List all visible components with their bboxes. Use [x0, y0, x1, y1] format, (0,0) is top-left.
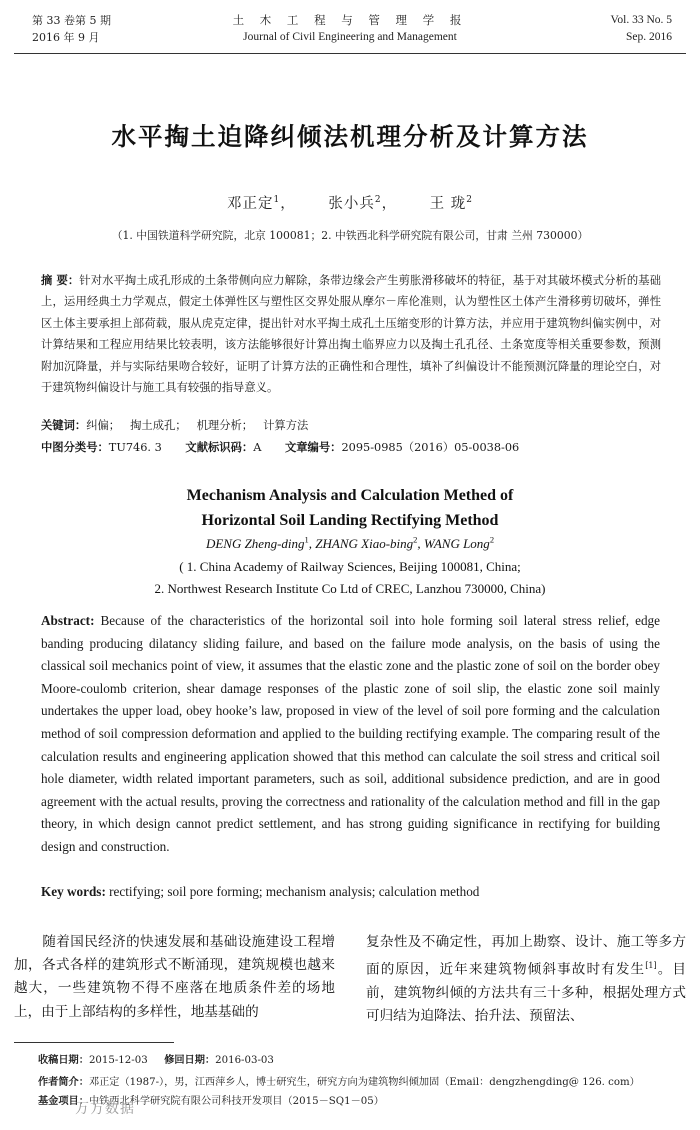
keywords-cn	[41, 417, 308, 433]
article-number-label: 文章编号：	[284, 441, 342, 454]
abstract-en-label: Abstract:	[41, 613, 95, 628]
article-number: 2095-0985（2016）05-0038-06	[341, 441, 520, 454]
footnote-funding: 基金项目：中铁西北科学研究院有限公司科技开发项目（2015－SQ1－05）	[38, 1096, 384, 1107]
english-title: Mechanism Analysis and Calculation Methed of Horizontal Soil Landing Rectifying Method	[186, 487, 514, 529]
watermark: 万方数据	[75, 1101, 135, 1117]
keyword: 计算方法	[263, 419, 309, 432]
abstract-en-text: Because of the characteristics of the horizontal soil into hole forming soil lateral stress relief, edge banding producing dilatancy sliding failure, and based on the failure mode analysis, on the basis of using the classical soil mechanics point of view, it assumes that the elastic zone and the plastic zone of soil on the border obey Moore-coulomb criterion, shear damage responses of the plastic zone of soil slip, the elastic zone soil mainly undertakes the upper load, obey hooke’s law, proposed in view of the level of soil pore forming and the calculation method of soil compression deformation and applied to the building rectifying example. The comparing result of the calculation results and engineering application showed that this method can calculate the soil stress and critical soil hole diameter, width related important parameters, such as soil, additional subsidence prediction, and are in good agreement with the actual results, proving the correctness and rationality of the calculation method and fill in the gap theory, in which design cannot predict settlement, and has strong guiding significance in rectifying for building design and construction.	[41, 613, 660, 854]
paper-title: 水平掏土迫降纠倾法机理分析及计算方法	[111, 122, 589, 151]
author-en: ZHANG Xiao-bing$^2$,	[315, 535, 424, 552]
english-author-list	[0, 535, 700, 552]
citation-ref: [1]	[645, 961, 657, 971]
keywords-en-label: Key words:	[41, 884, 106, 899]
doc-code-label: 文献标识码：	[185, 441, 254, 454]
header-right	[611, 12, 672, 46]
keywords-en-text: rectifying; soil pore forming; mechanism analysis; calculation method	[105, 884, 480, 899]
author: 张小兵$^2$，	[328, 195, 398, 212]
keyword: 机理分析；	[196, 419, 254, 432]
body-text: 。目前，建筑物纠倾的方法共有三十多种，根据处理方式可归结为迫降法、抬升法、预留法、	[366, 961, 687, 1025]
abstract-en	[41, 610, 660, 859]
keyword: 纠偏；	[86, 419, 121, 432]
author: 王 珑$^2$	[429, 195, 474, 212]
header-center	[0, 12, 700, 46]
footnote-author-bio: 作者简介：邓正定（1987-），男，江西萍乡人，博士研究生，研究方向为建筑物纠倾加固（Email：dengzhengding@ 126. com）	[38, 1077, 640, 1088]
english-affiliations: ( 1. China Academy of Railway Sciences, Beijing 100081, China; 2. Northwest Research Institute Co Ltd of CREC, Lanzhou 730000, China)	[154, 559, 546, 596]
journal-name-cn: 土 木 工 程 与 管 理 学 报	[232, 13, 468, 27]
header-divider	[14, 53, 686, 54]
doc-code: A	[253, 441, 262, 454]
author-list	[0, 192, 700, 213]
author-en: DENG Zheng-ding$^1$,	[205, 535, 316, 552]
abstract-cn-label: 摘 要：	[41, 274, 80, 287]
clc-label: 中图分类号：	[41, 441, 109, 454]
abstract-cn	[41, 270, 661, 398]
affiliations-cn: （1. 中国铁道科学研究院，北京 100081；2. 中铁西北科学研究院有限公司，甘肃 兰州 730000）	[111, 229, 589, 242]
body-column-left	[14, 931, 335, 1024]
author: 邓正定$^1$，	[226, 195, 296, 212]
body-text: 复杂性及不确定性，再加上勘察、设计、施工等多方面的原因，近年来建筑物倾斜事故时有发生	[366, 934, 686, 978]
volume-en: Vol. 33 No. 5	[610, 14, 672, 26]
author-en: WANG Long$^2$	[423, 535, 495, 552]
abstract-cn-text: 针对水平掏土成孔形成的土条带侧向应力解除，条带边缘会产生剪胀滑移破坏的特征，基于对其破坏模式分析的基础上，运用经典土力学观点，假定土体弹性区与塑性区交界处服从摩尔－库伦准则，认为塑性区土体产生滑移剪切破坏，弹性区土体主要承担上部荷载，服从虎克定律，提出针对水平掏土成孔土压缩变形的计算方法，并应用于建筑物纠偏实例中，对计算结果和工程应用结果比较表明，该方法能够很好计算出掏土临界应力以及掏土孔孔径、土条宽度等相关重要参数，预测附加沉降量，并与实际结果吻合较好，证明了计算方法的正确性和合理性，填补了纠偏设计不能预测沉降量的理论空白，对于建筑物纠偏设计与施工具有较强的指导意义。	[41, 274, 661, 395]
body-column-right	[366, 931, 686, 1028]
footnote-dates: 收稿日期：2015-12-03 修回日期：2016-03-03	[38, 1055, 274, 1066]
keywords-en	[41, 884, 479, 900]
clc-number: TU746. 3	[108, 441, 162, 454]
body-text: 随着国民经济的快速发展和基础设施建设工程增加，各式各样的建筑形式不断涌现，建筑规模也越来越大，一些建筑物不得不座落在地质条件差的场地上，由于上部结构的多样性，地基基础的	[14, 934, 335, 1020]
classification-line	[41, 439, 519, 455]
keyword: 掏土成孔；	[130, 419, 187, 432]
date-en: Sep. 2016	[626, 31, 672, 43]
date-cn: 2016 年 9 月	[32, 31, 100, 44]
footnote-divider	[14, 1042, 174, 1043]
volume-cn: 第 33 卷第 5 期	[32, 14, 111, 27]
keywords-cn-label: 关键词：	[41, 419, 87, 432]
journal-name-en: Journal of Civil Engineering and Management	[243, 31, 457, 43]
